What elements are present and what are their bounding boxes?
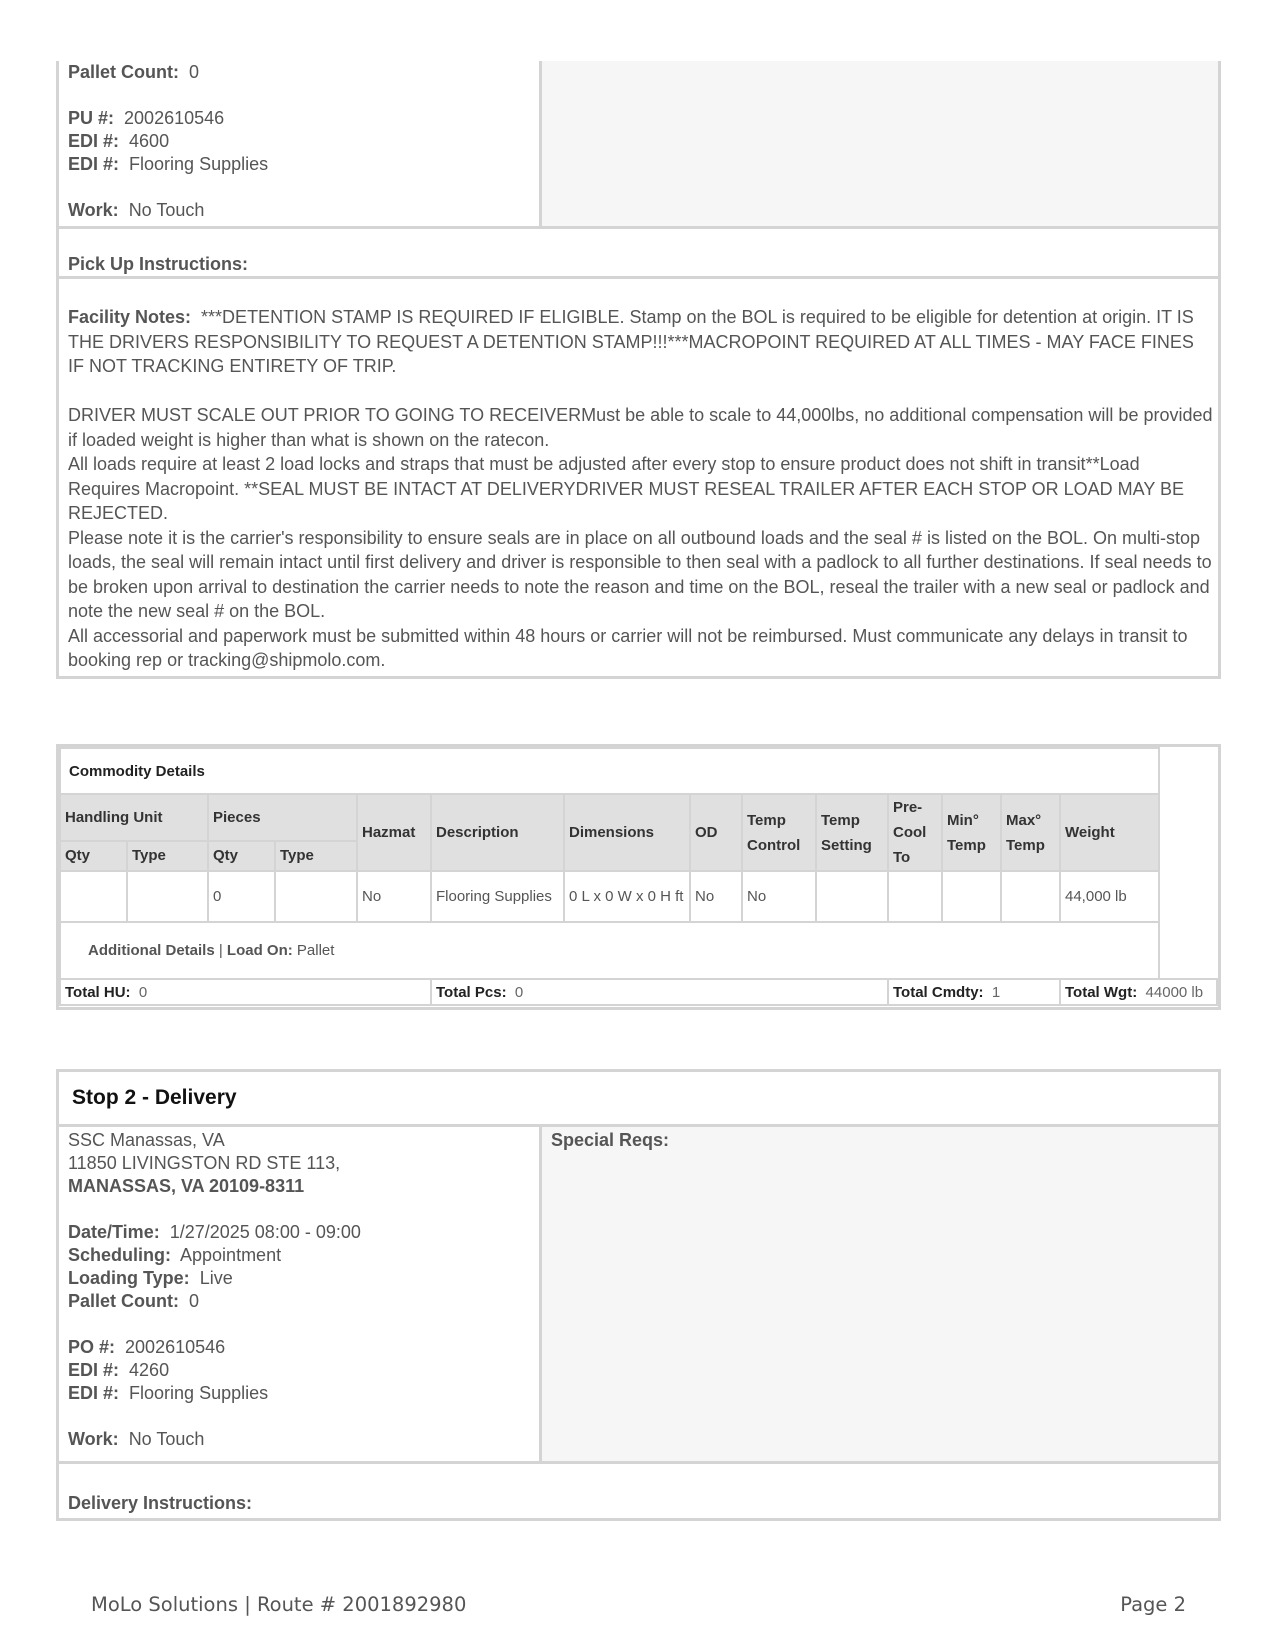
loading-type-value: Live xyxy=(199,1268,233,1288)
description-cell: Flooring Supplies xyxy=(431,871,564,922)
scheduling-label: Scheduling: xyxy=(68,1245,171,1265)
edi-line xyxy=(68,153,539,176)
facility-note-paragraph: All loads require at least 2 load locks and straps that must be adjusted after every stop to ensure product does not shift in transit**Load Requires Macropoint. **SEAL MUST BE INTACT AT DELIVERYDRIVER MUST RESEAL TRAILER AFTER EACH STOP OR LOAD MAY BE REJECTED. xyxy=(68,454,1185,523)
pallet-count-label: Pallet Count: xyxy=(68,62,179,82)
pieces-header: Pieces xyxy=(208,794,357,841)
edi-label: EDI #: xyxy=(68,154,120,174)
delivery-instructions-heading: Delivery Instructions: xyxy=(68,1493,253,1513)
stop-1-details xyxy=(59,61,542,226)
pc-qty-cell: 0 xyxy=(208,871,275,922)
work-label: Work: xyxy=(68,200,119,220)
page-footer xyxy=(91,1593,1186,1616)
facility-name: SSC Manassas, VA xyxy=(68,1130,225,1150)
temp-control-header: Temp Control xyxy=(742,794,816,871)
edi-label: EDI #: xyxy=(68,1383,120,1403)
load-on-value: Pallet xyxy=(296,942,335,959)
facility-note-paragraph: DRIVER MUST SCALE OUT PRIOR TO GOING TO RECEIVERMust be able to scale to 44,000lbs, no additional compensation will be provided if loaded weight is higher than what is shown on the ratecon. xyxy=(68,405,1213,450)
pick-up-instructions-heading: Pick Up Instructions: xyxy=(59,226,1218,276)
edi-value: Flooring Supplies xyxy=(129,154,269,174)
total-hu-value: 0 xyxy=(138,983,148,1001)
additional-details-label: Additional Details xyxy=(88,942,215,959)
stop-1-details-row xyxy=(59,61,1218,226)
edi-label: EDI #: xyxy=(68,1360,120,1380)
pallet-count-label: Pallet Count: xyxy=(68,1291,179,1311)
hu-qty-header: Qty xyxy=(60,841,127,871)
total-wgt-label: Total Wgt: xyxy=(1065,983,1138,1001)
facility-note-paragraph: All accessorial and paperwork must be submitted within 48 hours or carrier will not be reimbursed. Must communicate any delays in transit to booking rep or tracking@shipmolo.com. xyxy=(68,625,1188,670)
edi-value: 4600 xyxy=(129,131,170,151)
pallet-count-value: 0 xyxy=(189,1291,200,1311)
loading-type-line xyxy=(68,1267,539,1290)
total-pcs xyxy=(431,979,888,1005)
stop-2-details-row xyxy=(59,1127,1218,1464)
datetime-value: 1/27/2025 08:00 - 09:00 xyxy=(169,1222,361,1242)
total-pcs-label: Total Pcs: xyxy=(436,983,507,1001)
additional-details: Additional Details | Load On: Pallet xyxy=(60,922,1159,979)
edi-line xyxy=(68,1382,539,1405)
dimensions-cell: 0 L x 0 W x 0 H ft xyxy=(564,871,690,922)
facility-notes-label: Facility Notes: xyxy=(68,307,192,327)
pre-cool-header: Pre-Cool To xyxy=(888,794,942,871)
work-label: Work: xyxy=(68,1429,119,1449)
weight-header: Weight xyxy=(1060,794,1159,871)
commodity-details xyxy=(56,744,1221,1010)
pallet-count-value: 0 xyxy=(189,62,200,82)
dimensions-header: Dimensions xyxy=(564,794,690,871)
work-value: No Touch xyxy=(128,1429,205,1449)
pc-type-header: Type xyxy=(275,841,357,871)
pu-line xyxy=(68,107,539,130)
city-line: MANASSAS, VA 20109-8311 xyxy=(68,1176,305,1196)
pre-cool-cell xyxy=(888,871,942,922)
total-cmdty xyxy=(888,979,1060,1005)
hu-type-header: Type xyxy=(127,841,208,871)
pc-type-cell xyxy=(275,871,357,922)
temp-control-cell: No xyxy=(742,871,816,922)
min-temp-cell xyxy=(942,871,1001,922)
stop-2-title: Stop 2 - Delivery xyxy=(59,1072,1218,1127)
edi-label: EDI #: xyxy=(68,131,120,151)
od-header: OD xyxy=(690,794,742,871)
edi-value: 4260 xyxy=(129,1360,170,1380)
min-temp-header: Min° Temp xyxy=(942,794,1001,871)
handling-unit-header: Handling Unit xyxy=(60,794,208,841)
stop-1-section xyxy=(56,61,1221,679)
description-header: Description xyxy=(431,794,564,871)
facility-notes xyxy=(59,276,1218,676)
hazmat-header: Hazmat xyxy=(357,794,431,871)
scheduling-value: Appointment xyxy=(180,1245,282,1265)
work-line xyxy=(68,1428,539,1451)
special-reqs-label: Special Reqs: xyxy=(551,1130,670,1150)
facility-note-text: ***DETENTION STAMP IS REQUIRED IF ELIGIBLE. Stamp on the BOL is required to be eligible for detention at origin. IT IS THE DRIVERS RESPONSIBILITY TO REQUEST A DETENTION STAMP!!!***MACROPOINT REQUIRED AT ALL TIMES - MAY FACE FINES IF NOT TRACKING ENTIRETY OF TRIP. xyxy=(68,307,1194,376)
weight-cell: 44,000 lb xyxy=(1060,871,1159,922)
pallet-count-line xyxy=(68,1290,539,1313)
total-pcs-value: 0 xyxy=(514,983,524,1001)
max-temp-cell xyxy=(1001,871,1060,922)
po-label: PO #: xyxy=(68,1337,116,1357)
page-number: Page 2 xyxy=(1120,1593,1186,1616)
load-on-label: Load On: xyxy=(226,942,293,959)
footer-route: MoLo Solutions | Route # 2001892980 xyxy=(91,1593,467,1616)
stop-1-special-reqs-panel xyxy=(542,61,1218,226)
po-line xyxy=(68,1336,539,1359)
temp-setting-header: Temp Setting xyxy=(816,794,888,871)
loading-type-label: Loading Type: xyxy=(68,1268,190,1288)
stop-2-details xyxy=(59,1127,542,1461)
pc-qty-header: Qty xyxy=(208,841,275,871)
hazmat-cell: No xyxy=(357,871,431,922)
edi-value: Flooring Supplies xyxy=(129,1383,269,1403)
work-value: No Touch xyxy=(128,200,205,220)
hu-type-cell xyxy=(127,871,208,922)
max-temp-header: Max° Temp xyxy=(1001,794,1060,871)
special-reqs-panel xyxy=(542,1127,1218,1461)
od-cell: No xyxy=(690,871,742,922)
stop-2-section xyxy=(56,1069,1221,1521)
work-line xyxy=(68,199,539,222)
total-hu xyxy=(60,979,431,1005)
temp-setting-cell xyxy=(816,871,888,922)
total-cmdty-value: 1 xyxy=(991,983,1001,1001)
pu-value: 2002610546 xyxy=(124,108,225,128)
po-value: 2002610546 xyxy=(125,1337,226,1357)
commodity-details-title: Commodity Details xyxy=(60,748,1159,794)
hu-qty-cell xyxy=(60,871,127,922)
commodity-table xyxy=(59,747,1218,1006)
pallet-count-line xyxy=(68,61,539,84)
totals-row xyxy=(60,979,1217,1005)
address-line: 11850 LIVINGSTON RD STE 113, xyxy=(68,1153,341,1173)
facility-note-paragraph xyxy=(68,305,1214,379)
total-wgt-value: 44000 lb xyxy=(1145,983,1204,1001)
total-cmdty-label: Total Cmdty: xyxy=(893,983,984,1001)
edi-line xyxy=(68,130,539,153)
datetime-label: Date/Time: xyxy=(68,1222,160,1242)
table-row xyxy=(60,871,1217,922)
pu-label: PU #: xyxy=(68,108,115,128)
edi-line xyxy=(68,1359,539,1382)
total-wgt xyxy=(1060,979,1217,1005)
datetime-line xyxy=(68,1221,539,1244)
scheduling-line xyxy=(68,1244,539,1267)
total-hu-label: Total HU: xyxy=(65,983,131,1001)
facility-note-paragraph: Please note it is the carrier's responsibility to ensure seals are in place on all outbound loads and the seal # is listed on the BOL. On multi-stop loads, the seal will remain intact until first delivery and driver is responsible to then seal with a padlock to all further destinations. If seal needs to be broken upon arrival to destination the carrier needs to note the reason and time on the BOL, reseal the trailer with a new seal or padlock and note the new seal # on the BOL. xyxy=(68,527,1212,621)
